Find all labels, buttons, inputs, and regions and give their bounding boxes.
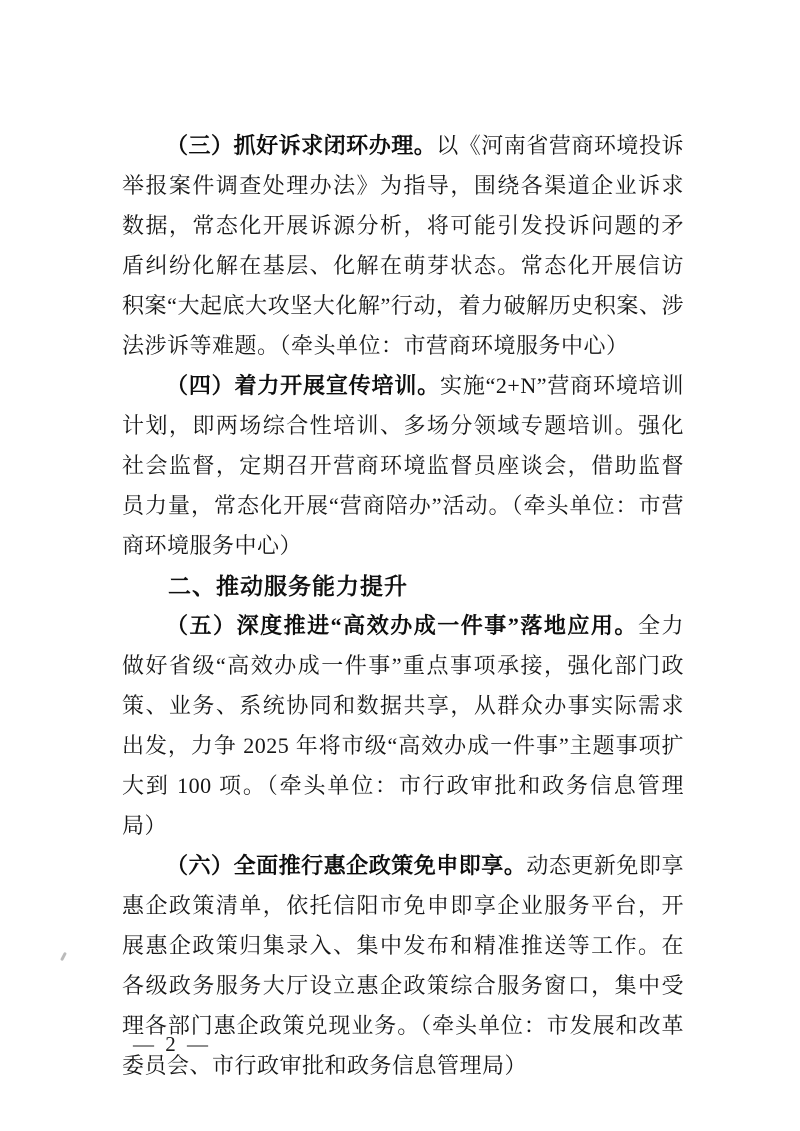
paragraph-item-5 (122, 606, 684, 846)
paragraph-text: 全力做好省级“高效办成一件事”重点事项承接，强化部门政策、业务、系统协同和数据共享，从群众办事实际需求出发，力争 2025 年将市级“高效办成一件事”主题事项扩大到 100 项。（牵头单位：市行政审批和政务信息管理局） (122, 613, 684, 838)
paragraph-lead: （五）深度推进“高效办成一件事”落地应用。 (166, 613, 638, 638)
document-body (122, 126, 684, 1086)
paragraph-lead: （三）抓好诉求闭环办理。 (166, 133, 437, 158)
section-heading: 二、推动服务能力提升 (168, 573, 408, 599)
paragraph-text: 动态更新免即享惠企政策清单，依托信阳市免申即享企业服务平台，开展惠企政策归集录入、集中发布和精准推送等工作。在各级政务服务大厅设立惠企政策综合服务窗口，集中受理各部门惠企政策兑现业务。（牵头单位：市发展和改革委员会、市行政审批和政务信息管理局） (122, 853, 684, 1078)
scan-artifact-mark (60, 952, 67, 961)
page-number: — 2 — (133, 1032, 211, 1056)
paragraph-lead: （四）着力开展宣传培训。 (166, 373, 440, 398)
paragraph-item-3 (122, 126, 684, 366)
paragraph-text: 实施“2+N”营商环境培训计划，即两场综合性培训、多场分领域专题培训。强化社会监督，定期召开营商环境监督员座谈会，借助监督员力量，常态化开展“营商陪办”活动。（牵头单位：市营商环境服务中心） (122, 373, 684, 558)
paragraph-item-4 (122, 366, 684, 566)
paragraph-text: 以《河南省营商环境投诉举报案件调查处理办法》为指导，围绕各渠道企业诉求数据，常态化开展诉源分析，将可能引发投诉问题的矛盾纠纷化解在基层、化解在萌芽状态。常态化开展信访积案“大起底大攻坚大化解”行动，着力破解历史积案、涉法涉诉等难题。（牵头单位：市营商环境服务中心） (122, 133, 684, 358)
paragraph-lead: （六）全面推行惠企政策免申即享。 (166, 853, 527, 878)
